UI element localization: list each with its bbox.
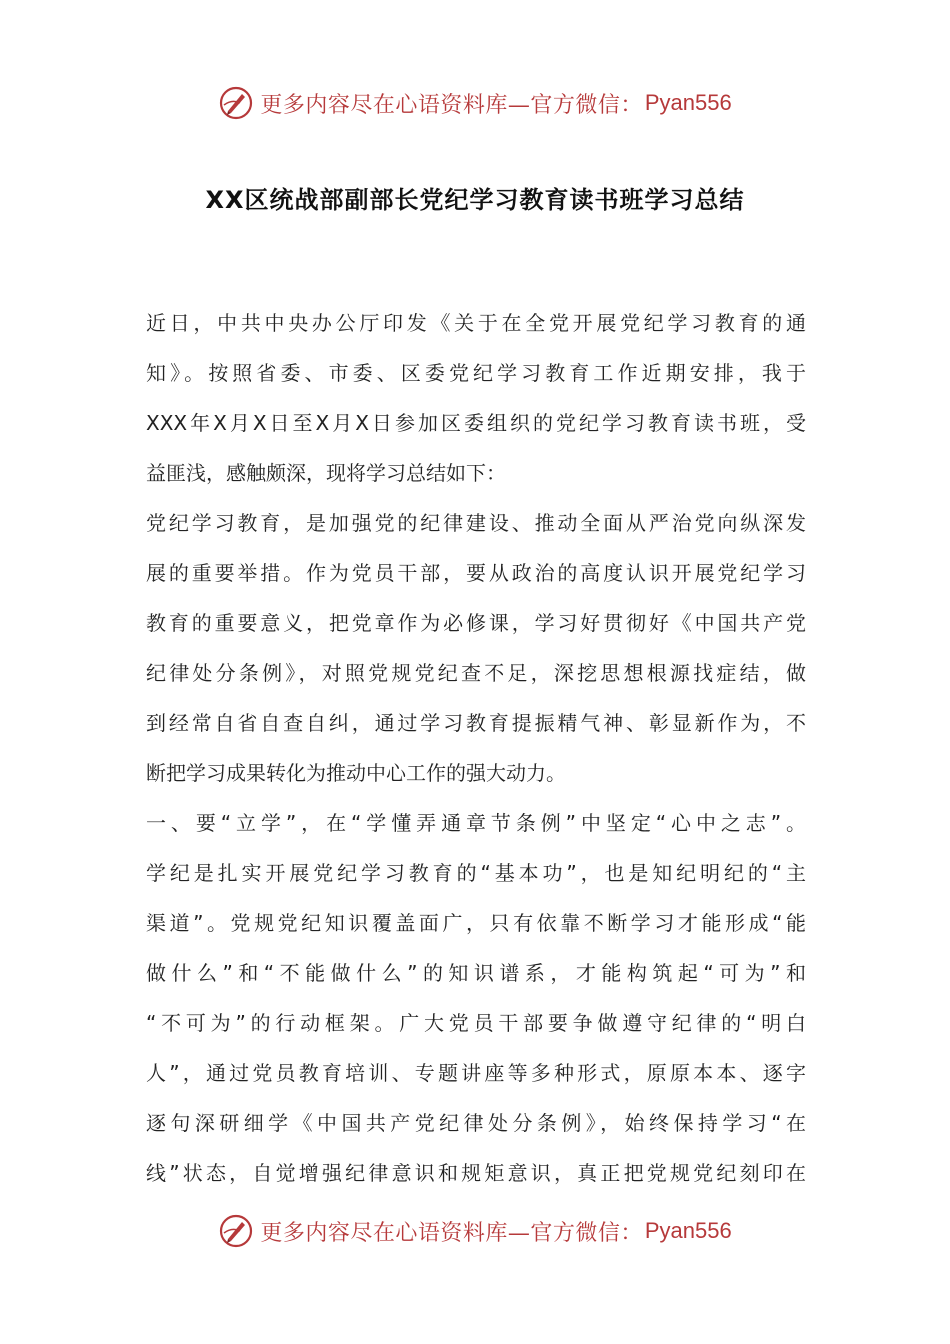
- body-line: XXX年X月X日至X月X日参加区委组织的党纪学习教育读书班，受: [146, 411, 806, 435]
- body-line: 教育的重要意义，把党章作为必修课，学习好贯彻好《中国共产党: [146, 611, 806, 635]
- watermark-text: 更多内容尽在心语资料库—官方微信：: [260, 1220, 643, 1246]
- body-line: 展的重要举措。作为党员干部，要从政治的高度认识开展党纪学习: [146, 561, 806, 585]
- document-body: [146, 298, 806, 1198]
- watermark-banner-top: [0, 81, 950, 125]
- pen-logo-icon: [218, 85, 254, 121]
- body-line: 党纪学习教育，是加强党的纪律建设、推动全面从严治党向纵深发: [146, 511, 806, 535]
- body-line: 逐句深研细学《中国共产党纪律处分条例》，始终保持学习“在: [146, 1111, 806, 1135]
- body-line: 纪律处分条例》，对照党规党纪查不足，深挖思想根源找症结，做: [146, 661, 806, 685]
- body-line: 渠道”。党规党纪知识覆盖面广，只有依靠不断学习才能形成“能: [146, 911, 806, 935]
- document-title: XX区统战部副部长党纪学习教育读书班学习总结: [205, 186, 745, 214]
- body-line: 人”，通过党员教育培训、专题讲座等多种形式，原原本本、逐字: [146, 1061, 806, 1085]
- body-line: 益匪浅，感触颇深，现将学习总结如下：: [146, 461, 506, 485]
- watermark-text: 更多内容尽在心语资料库—官方微信：: [260, 92, 643, 118]
- body-line: “不可为”的行动框架。广大党员干部要争做遵守纪律的“明白: [146, 1011, 806, 1035]
- body-line: 到经常自省自查自纠，通过学习教育提振精气神、彰显新作为，不: [146, 711, 806, 735]
- body-line: 做什么”和“不能做什么”的知识谱系，才能构筑起“可为”和: [146, 961, 806, 985]
- body-line: 近日，中共中央办公厅印发《关于在全党开展党纪学习教育的通: [146, 311, 806, 335]
- section-heading: 一、要“立学”，在“学懂弄通章节条例”中坚定“心中之志”。: [146, 811, 806, 835]
- body-line: 知》。按照省委、市委、区委党纪学习教育工作近期安排，我于: [146, 361, 806, 385]
- body-line: 学纪是扎实开展党纪学习教育的“基本功”，也是知纪明纪的“主: [146, 861, 806, 885]
- watermark-banner-bottom: [0, 1209, 950, 1253]
- pen-logo-icon: [218, 1213, 254, 1249]
- watermark-wechat-id: Pyan556: [644, 90, 732, 115]
- body-line: 断把学习成果转化为推动中心工作的强大动力。: [146, 761, 566, 785]
- watermark-wechat-id: Pyan556: [644, 1218, 732, 1243]
- body-line: 线”状态，自觉增强纪律意识和规矩意识，真正把党规党纪刻印在: [146, 1161, 806, 1185]
